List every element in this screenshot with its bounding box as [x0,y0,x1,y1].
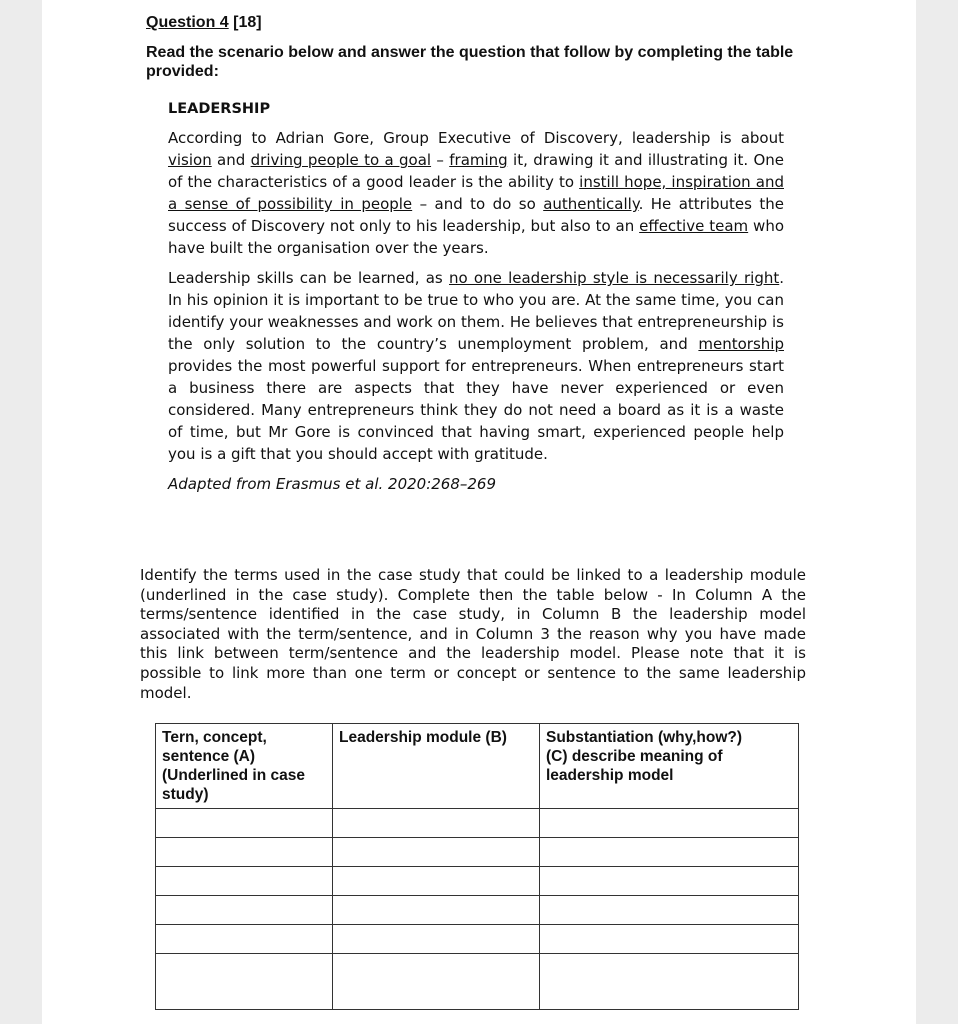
header-line: sentence (A) [162,748,256,765]
table-header-row [156,724,799,809]
column-b-header: Leadership module (B) [333,724,540,809]
table-row [156,867,799,896]
scenario-source: Adapted from Erasmus et al. 2020:268–269 [168,475,497,493]
scenario-paragraph-2 [168,267,784,465]
cell-c[interactable] [540,809,799,838]
cell-a[interactable] [156,838,333,867]
text-run: who have built the organisation over the years. [168,217,785,257]
underlined-term: vision [168,151,212,169]
question-title [146,14,262,32]
cell-b[interactable] [333,809,540,838]
table-row [156,954,799,1010]
cell-b[interactable] [333,896,540,925]
cell-b[interactable] [333,867,540,896]
cell-a[interactable] [156,809,333,838]
cell-b[interactable] [333,954,540,1010]
text-run: . He attributes the success of Discovery not only to his leadership, but also to an [168,195,784,235]
column-a-header [156,724,333,809]
underlined-term: instill hope, inspiration and a sense of possibility in people [168,173,784,213]
table-row [156,896,799,925]
header-line: Substantiation (why,how?) [546,729,743,746]
cell-c[interactable] [540,925,799,954]
header-line: leadership model [546,767,674,784]
header-line: (C) describe meaning of [546,748,723,765]
scenario-heading: LEADERSHIP [168,101,271,117]
text-run: provides the most powerful support for entrepreneurs. When entrepreneurs start a business there are aspects that they have never experienced or even considered. Many entrepreneurs think they do not need a board as it is a waste of time, but Mr Gore is convinced that having smart, experienced people help you is a gift that you should accept with gratitude. [168,357,784,463]
header-line: Tern, concept, [162,729,267,746]
header-line: study) [162,786,209,803]
table-row [156,809,799,838]
text-run: According to Adrian Gore, Group Executive of Discovery, leadership is about [168,129,784,147]
column-c-header [540,724,799,809]
underlined-term: driving people to a goal [250,151,432,169]
cell-c[interactable] [540,838,799,867]
cell-c[interactable] [540,867,799,896]
question-marks: [18] [233,14,262,31]
cell-a[interactable] [156,867,333,896]
table-row [156,838,799,867]
text-run: it, drawing it and illustrating it. One of the characteristics of a good leader is the ability to [168,151,784,191]
underlined-term: effective team [639,217,749,235]
document-page [42,0,916,1024]
text-run: . In his opinion it is important to be true to who you are. At the same time, you can identify your weaknesses and work on them. He believes that entrepreneurship is the only solution to the country’s unemployment problem, and [168,269,785,353]
cell-b[interactable] [333,925,540,954]
underlined-term: no one leadership style is necessarily right [449,269,780,287]
question-instructions: Identify the terms used in the case study that could be linked to a leadership module (underlined in the case study). Complete then the table below - In Column A the terms/sentence identified in the case study, in Column B the leadership model associated with the term/sentence, and in Column 3 the reason why you have made this link between term/sentence and the leadership model. Please note that it is possible to link more than one term or concept or sentence to the same leadership model. [140,566,806,702]
cell-c[interactable] [540,896,799,925]
table-row [156,925,799,954]
underlined-term: authentically [543,195,639,213]
scenario-box [168,98,784,495]
cell-a[interactable] [156,896,333,925]
answer-table [155,723,799,1010]
cell-b[interactable] [333,838,540,867]
cell-a[interactable] [156,954,333,1010]
text-run: Leadership skills can be learned, as [168,269,449,287]
underlined-term: mentorship [698,335,784,353]
text-run: and [211,151,251,169]
cell-a[interactable] [156,925,333,954]
text-run: – [431,151,450,169]
text-run: – and to do so [412,195,544,213]
header-line: (Underlined in case [162,767,305,784]
underlined-term: framing [449,151,508,169]
question-intro: Read the scenario below and answer the question that follow by completing the table provided: [146,44,794,80]
question-label: Question 4 [146,14,229,31]
cell-c[interactable] [540,954,799,1010]
scenario-paragraph-1 [168,127,784,259]
